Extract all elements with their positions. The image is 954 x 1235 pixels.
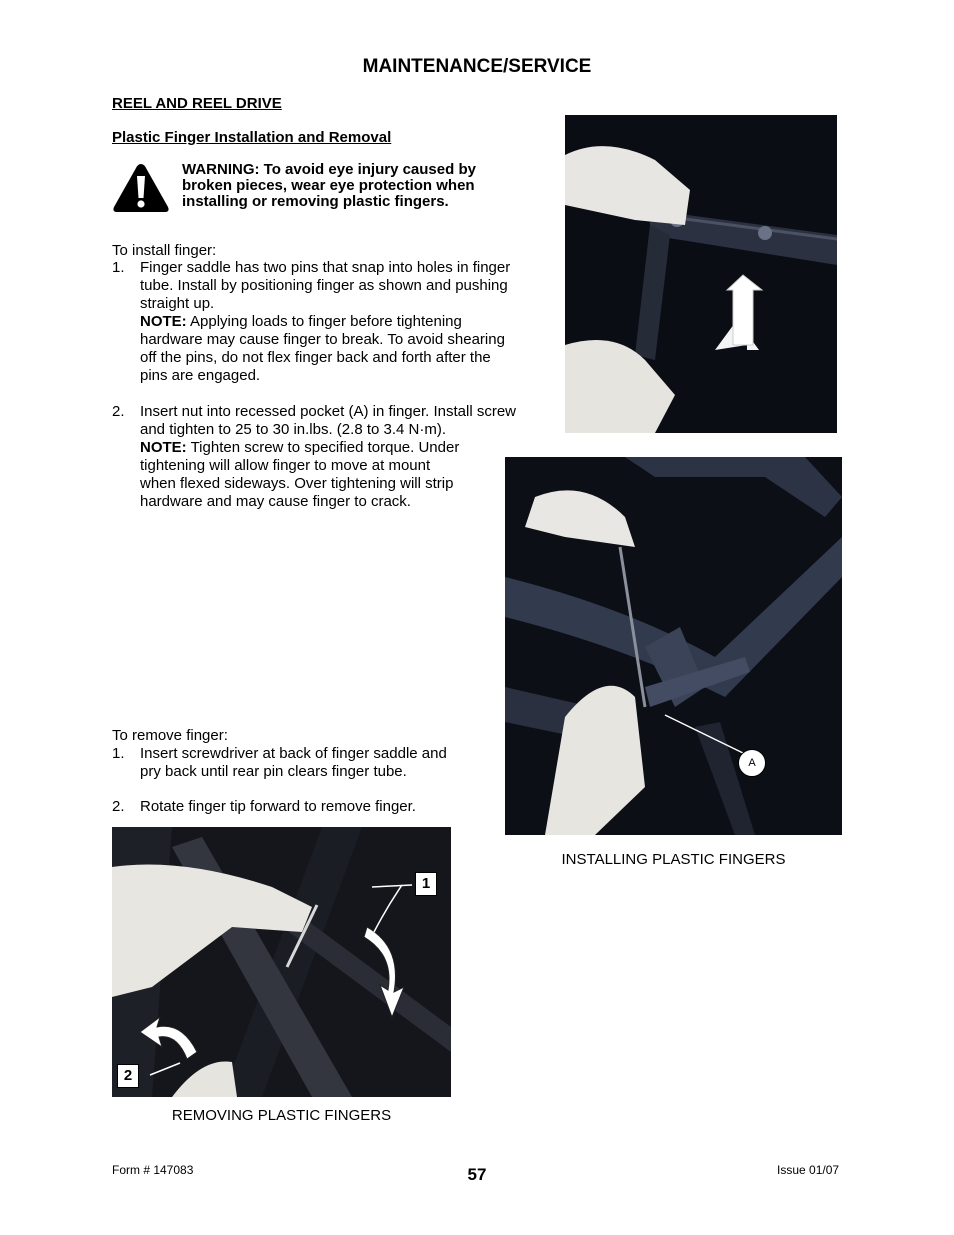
install-photo-bottom-illustration [505,457,842,835]
install-step-2-note: NOTE: Tighten screw to specified torque. Under [140,439,460,456]
callout-a: A [738,749,766,777]
installing-caption: INSTALLING PLASTIC FINGERS [561,851,786,868]
install-step-1-note: NOTE: Applying loads to finger before tightening [140,313,462,330]
subsection-heading: Plastic Finger Installation and Removal [112,129,392,146]
install-intro: To install finger: [112,242,217,259]
remove-intro: To remove finger: [112,727,228,744]
page-number: 57 [467,1165,487,1184]
remove-photo [112,827,451,1097]
issue-date: Issue 01/07 [777,1163,840,1177]
remove-photo-illustration [112,827,451,1097]
page-title: MAINTENANCE/SERVICE [362,56,592,77]
install-photo-top [565,115,837,433]
callout-2: 2 [117,1064,139,1088]
removing-caption: REMOVING PLASTIC FINGERS [171,1107,392,1124]
form-number: Form # 147083 [112,1163,194,1177]
install-photo-bottom [505,457,842,835]
callout-1: 1 [415,872,437,896]
warning-triangle-icon [112,162,170,214]
section-heading: REEL AND REEL DRIVE [112,95,282,112]
install-photo-top-illustration [565,115,837,433]
warning-text: WARNING: To avoid eye injury caused by broken pieces, wear eye protection when installing or removing plastic fingers. [182,161,476,210]
